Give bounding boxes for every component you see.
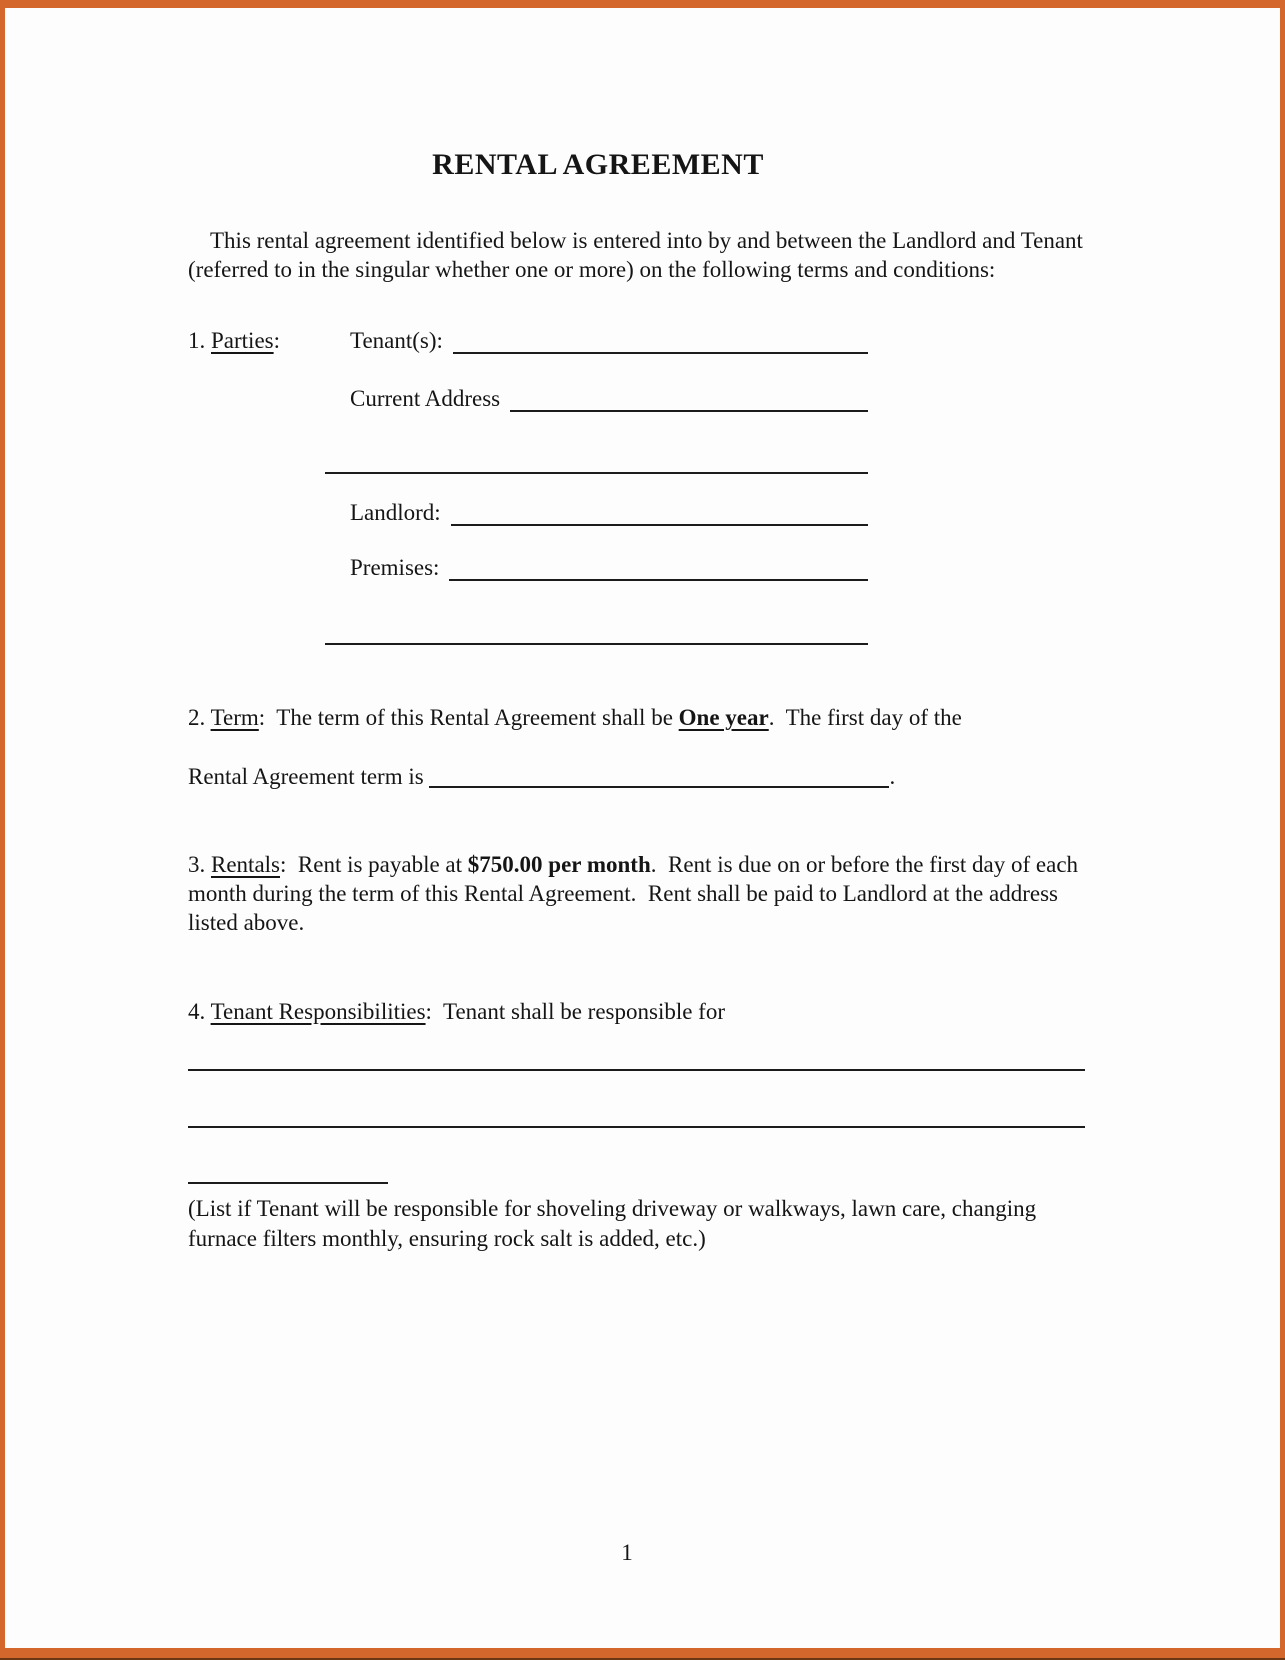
responsibilities-note: (List if Tenant will be responsible for shoveling driveway or walkways, lawn care, changing furnace filters monthly, ensuring rock salt is added, etc.) (188, 1196, 1042, 1251)
section-term (188, 705, 1080, 790)
responsibilities-blank-line-3 (188, 1182, 388, 1184)
tenant-field-label: Tenant(s): (350, 328, 443, 353)
rent-amount-highlight: $750.00 per month (467, 852, 651, 877)
address-continuation-blank-line (325, 448, 868, 474)
term-start-date-period: . (889, 764, 896, 789)
section-rentals (188, 850, 1093, 937)
section-parties-title: Parties (211, 328, 274, 353)
term-start-date-label: Rental Agreement term is (188, 764, 430, 789)
rentals-text-b: . Rent is due on or before the first day of each month during the term of this Rental Agreement. Rent shall be paid to Landlord at the address listed above. (188, 852, 1084, 935)
intro-paragraph: This rental agreement identified below is entered into by and between the Landlord and Tenant (referred to in the singular whether one or more) on the following terms and conditions: (188, 228, 1089, 282)
section-rentals-title: Rentals (211, 852, 280, 877)
section-parties-heading (188, 328, 350, 645)
rentals-text-a: : Rent is payable at (280, 852, 468, 877)
current-address-field-row (350, 386, 868, 412)
section-parties (188, 328, 1080, 645)
premises-blank-line (449, 555, 868, 581)
premises-continuation-blank-line (325, 619, 868, 645)
section-term-number: 2. (188, 705, 211, 730)
term-text-b: . The first day of the (768, 705, 962, 730)
responsibilities-blank-line-2 (188, 1126, 1085, 1128)
tenant-field-row (350, 328, 868, 354)
term-sentence (188, 705, 1080, 731)
section-term-title: Term (210, 705, 259, 730)
section-parties-number: 1. (188, 328, 211, 353)
premises-field-row (350, 555, 868, 581)
document-title: RENTAL AGREEMENT (432, 148, 764, 181)
term-start-date-row (188, 763, 1080, 790)
premises-field-label: Premises: (350, 555, 440, 580)
parties-fields (350, 328, 868, 645)
section-parties-colon: : (273, 328, 280, 353)
responsibilities-text: : Tenant shall be responsible for (425, 999, 725, 1024)
premises-continuation-row (350, 619, 868, 645)
term-duration-highlight: One year (678, 705, 769, 730)
page-number: 1 (621, 1540, 633, 1565)
address-continuation-row (350, 448, 868, 474)
responsibilities-blank-line-1 (188, 1069, 1085, 1071)
section-rentals-number: 3. (188, 852, 211, 877)
landlord-blank-line (451, 500, 868, 526)
document-page (5, 8, 1280, 1648)
section-responsibilities-heading (188, 999, 1080, 1025)
landlord-field-row (350, 500, 868, 526)
tenant-blank-line (453, 328, 868, 354)
current-address-blank-line (510, 386, 868, 412)
section-responsibilities-title: Tenant Responsibilities (210, 999, 426, 1024)
term-text-a: : The term of this Rental Agreement shall be (258, 705, 679, 730)
section-responsibilities-number: 4. (188, 999, 211, 1024)
term-start-date-blank-line (429, 763, 889, 788)
landlord-field-label: Landlord: (350, 500, 441, 525)
current-address-field-label: Current Address (350, 386, 501, 411)
